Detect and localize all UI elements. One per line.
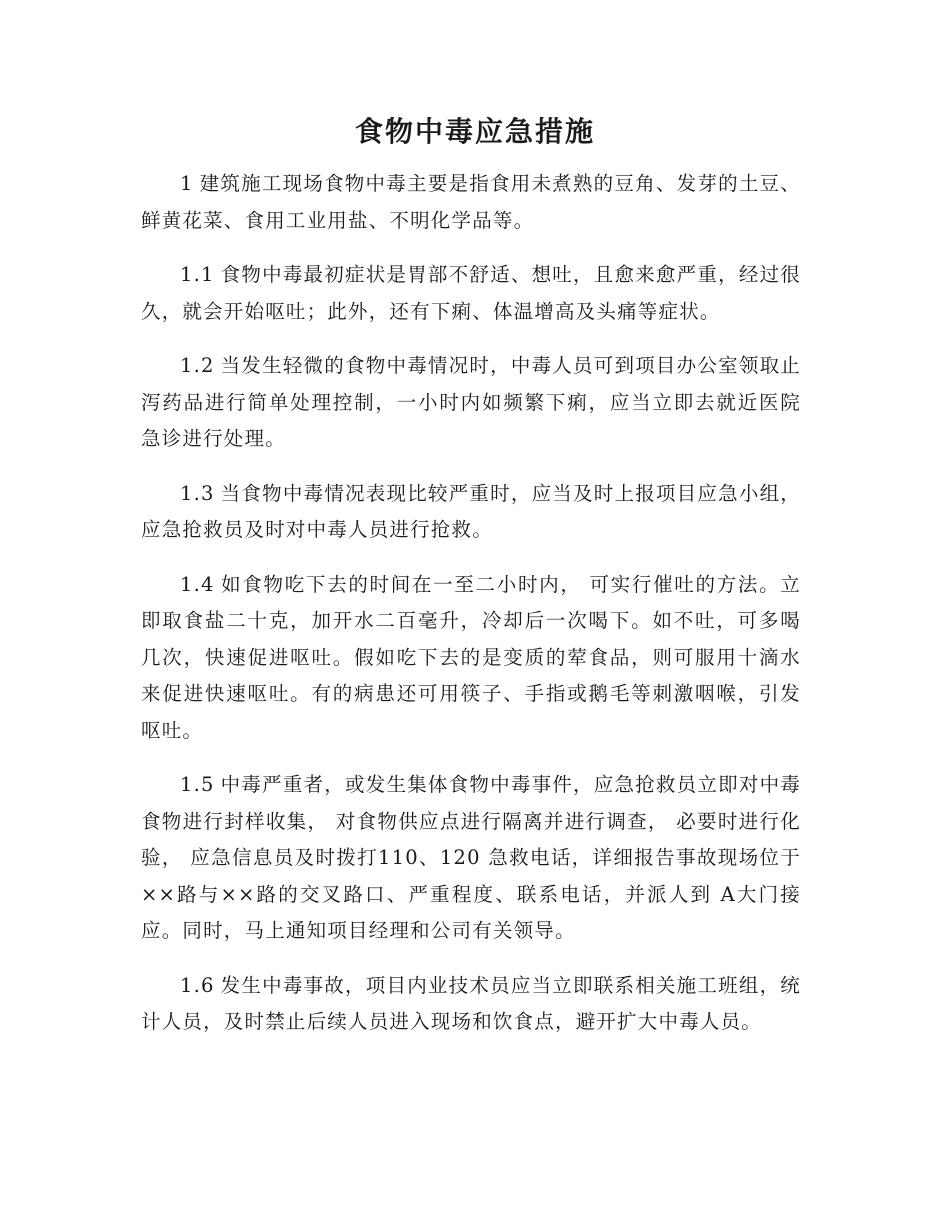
paragraph-text: 建筑施工现场食物中毒主要是指食用未煮熟的豆角、发芽的土豆、鲜黄花菜、食用工业用盐、不明化学品等。 — [141, 172, 801, 232]
paragraph-text: 如食物吃下去的时间在一至二小时内， 可实行催吐的方法。立即取食盐二十克，加开水二百毫升，冷却后一次喝下。如不吐，可多喝几次，快速促进呕吐。假如吃下去的是变质的荤食品，则可服用十滴水来促进快速呕吐。有的病患还可用筷子、手指或鹅毛等刺激咽喉，引发呕吐。 — [141, 572, 801, 742]
paragraph-text: 中毒严重者，或发生集体食物中毒事件，应急抢救员立即对中毒食物进行封样收集， 对食物供应点进行隔离并进行调查， 必要时进行化验， 应急信息员及时拨打110、120 急救电话，详细报告事故现场位于××路与××路的交叉路口、严重程度、联系电话，并派人到 A大门接应。同时，马上通知项目经理和公司有关领导。 — [141, 773, 801, 942]
paragraph-number: 1.1 — [180, 263, 215, 286]
page-title: 食物中毒应急措施 — [354, 115, 595, 148]
paragraph-number: 1.4 — [180, 572, 215, 596]
paragraph-number: 1.3 — [180, 481, 215, 505]
paragraph-1-4 — [141, 567, 801, 750]
paragraph-text: 发生中毒事故，项目内业技术员应当立即联系相关施工班组，统计人员，及时禁止后续人员进入现场和饮食点，避开扩大中毒人员。 — [141, 973, 801, 1033]
document-body — [141, 166, 801, 1059]
paragraph-number: 1 — [180, 172, 194, 195]
paragraph-1-1 — [141, 257, 801, 330]
paragraph-number: 1.5 — [180, 773, 215, 796]
paragraph-text: 食物中毒最初症状是胃部不舒适、想吐，且愈来愈严重，经过很久，就会开始呕吐；此外，还有下痢、体温增高及头痛等症状。 — [141, 263, 801, 323]
paragraph-text: 当发生轻微的食物中毒情况时，中毒人员可到项目办公室领取止泻药品进行简单处理控制，一小时内如频繁下痢，应当立即去就近医院急诊进行处理。 — [141, 354, 801, 450]
paragraph-1-6 — [141, 968, 801, 1041]
paragraph-1-2 — [141, 348, 801, 458]
paragraph-number: 1.2 — [180, 354, 215, 377]
paragraph-1-5 — [141, 767, 801, 950]
paragraph-1-3 — [141, 476, 801, 549]
paragraph-text: 当食物中毒情况表现比较严重时，应当及时上报项目应急小组，应急抢救员及时对中毒人员进行抢救。 — [141, 481, 801, 541]
paragraph-1 — [141, 166, 801, 239]
paragraph-number: 1.6 — [180, 973, 215, 997]
